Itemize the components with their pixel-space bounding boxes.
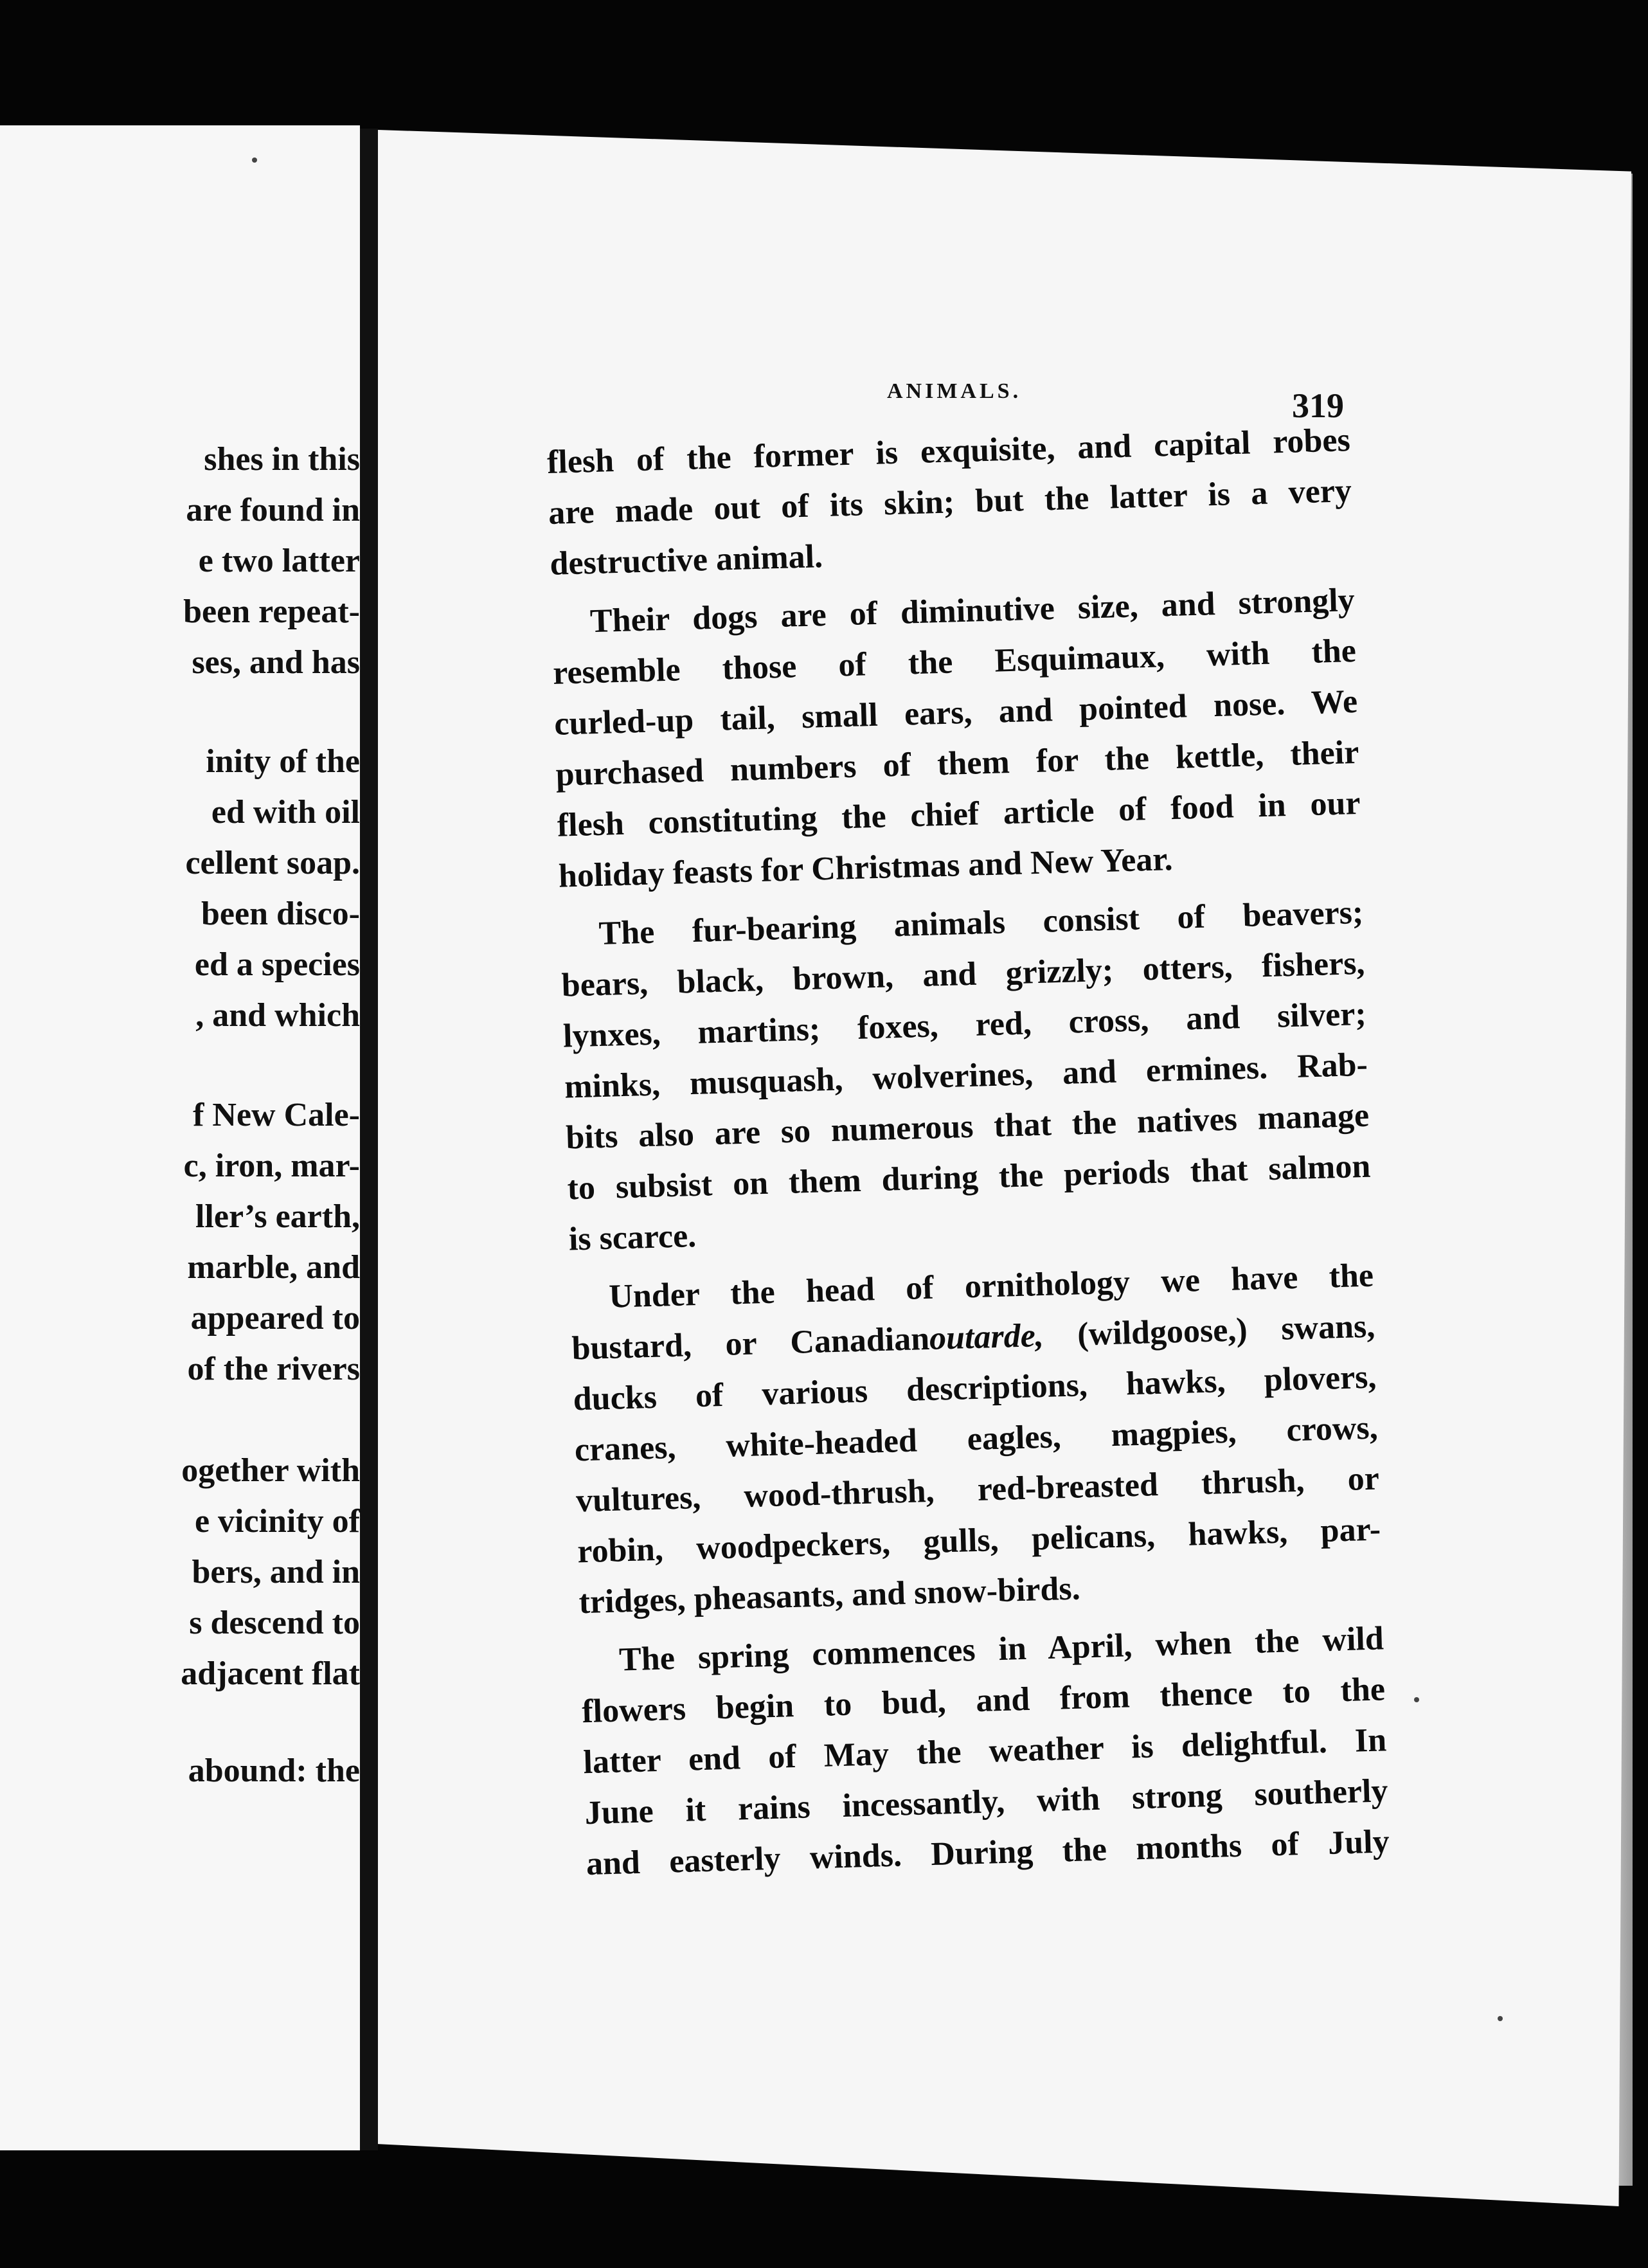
paragraph xyxy=(546,415,1354,590)
text-line: holiday feasts for Christmas and New Year. xyxy=(558,841,1174,895)
text-line: ducks of various descriptions, hawks, plovers, xyxy=(573,1358,1377,1418)
left-line: ses, and has xyxy=(192,644,360,681)
text-line: resemble those of the Esquimaux, with the xyxy=(552,632,1357,692)
left-line: adjacent flat xyxy=(181,1655,360,1692)
paragraph xyxy=(560,887,1373,1265)
text-line: and easterly winds. During the months of July xyxy=(586,1823,1390,1883)
text-line: curled-up tail, small ears, and pointed nose. We xyxy=(553,683,1358,742)
text-line: Their dogs are of diminutive size, and strongly xyxy=(589,581,1356,640)
left-line: shes in this xyxy=(204,441,360,478)
book-gutter xyxy=(360,129,378,2150)
paper-speck xyxy=(1498,2016,1503,2021)
text-line: purchased numbers of them for the kettle, their xyxy=(555,734,1359,793)
italic-word: outarde, xyxy=(929,1317,1044,1357)
left-line: f New Cale- xyxy=(193,1097,360,1133)
text-fragment: bustard, or Canadian xyxy=(571,1320,930,1367)
left-line: been disco- xyxy=(201,896,360,932)
text-line: June it rains incessantly, with strong southerly xyxy=(584,1772,1389,1832)
text-line: lynxes, martins; foxes, red, cross, and silver; xyxy=(562,995,1367,1055)
left-line: abound: the xyxy=(188,1752,360,1789)
left-line: been repeat- xyxy=(183,593,360,630)
text-line: cranes, white-headed eagles, magpies, crows, xyxy=(574,1409,1379,1469)
left-line: ed with oil xyxy=(211,794,360,831)
left-line: of the rivers xyxy=(187,1351,360,1387)
text-line: tridges, pheasants, and snow-birds. xyxy=(578,1570,1081,1621)
left-line: ller’s earth, xyxy=(195,1198,360,1235)
paragraph xyxy=(580,1613,1390,1889)
text-line: bits also are so numerous that the natives manage xyxy=(565,1097,1370,1156)
page-number: 319 xyxy=(1292,386,1344,425)
paragraph xyxy=(551,575,1363,902)
paragraph xyxy=(569,1250,1383,1628)
left-line: appeared to xyxy=(190,1300,360,1336)
left-line: , and which xyxy=(195,997,360,1034)
text-line: is scarce. xyxy=(568,1217,697,1258)
running-head: ANIMALS. xyxy=(887,379,1022,403)
text-line: minks, musquash, wolverines, and ermines. Rab- xyxy=(564,1046,1368,1106)
text-line: Under the head of ornithology we have the xyxy=(608,1257,1374,1315)
text-line: robin, woodpeckers, gulls, pelicans, hawks, par- xyxy=(577,1511,1381,1571)
paper-speck xyxy=(1414,1697,1419,1702)
left-line: s descend to xyxy=(189,1605,360,1641)
left-line: are found in xyxy=(186,492,360,528)
left-line: ogether with xyxy=(181,1452,360,1489)
body-text xyxy=(546,415,1390,1889)
text-line: to subsist on them during the periods that salmon xyxy=(566,1148,1371,1207)
text-line: latter end of May the weather is delightful. In xyxy=(582,1722,1387,1781)
left-line: ed a species xyxy=(194,946,360,983)
left-line: bers, and in xyxy=(192,1554,360,1590)
left-line: e vicinity of xyxy=(194,1503,360,1540)
text-line: flesh of the former is exquisite, and capital robes xyxy=(546,422,1351,481)
left-page xyxy=(0,125,360,2150)
text-line: flowers begin to bud, and from thence to the xyxy=(581,1671,1386,1731)
left-line: c, iron, mar- xyxy=(183,1148,360,1184)
left-line: marble, and xyxy=(187,1249,360,1286)
paper-speck xyxy=(252,158,257,163)
text-line: vultures, wood-thrush, red-breasted thrush, or xyxy=(575,1460,1380,1520)
left-line: cellent soap. xyxy=(185,845,360,881)
text-line: The spring commences in April, when the wild xyxy=(618,1620,1384,1679)
text-line: bears, black, brown, and grizzly; otters, fishers, xyxy=(561,944,1366,1004)
left-line: inity of the xyxy=(206,743,360,780)
text-fragment: (wildgoose,) swans, xyxy=(1043,1308,1375,1354)
text-line: The fur-bearing animals consist of beavers; xyxy=(598,894,1364,953)
text-line: flesh constituting the chief article of food in our xyxy=(557,784,1361,844)
text-line: are made out of its skin; but the latter is a very xyxy=(548,473,1352,532)
left-line: e two latter xyxy=(198,543,360,579)
text-line: destructive animal. xyxy=(549,538,823,582)
